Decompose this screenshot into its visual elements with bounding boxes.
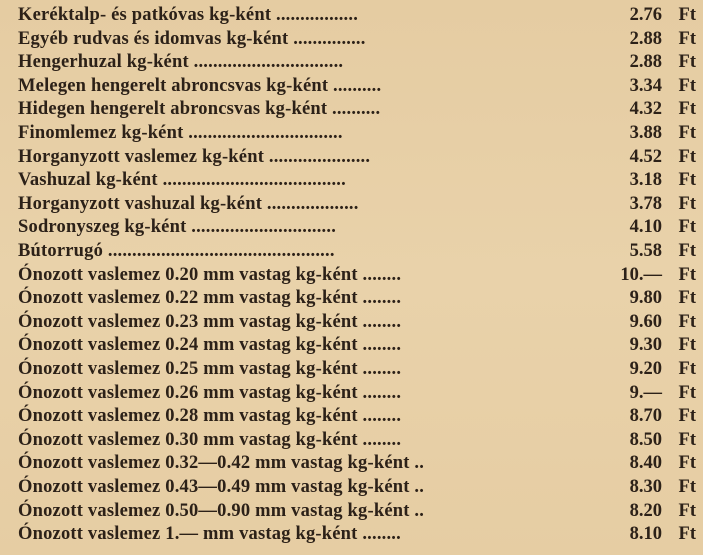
- item-label: Hidegen hengerelt abroncsvas kg-ként ..........: [18, 99, 381, 120]
- item-price: 10.—: [620, 264, 662, 285]
- price-unit: Ft: [678, 99, 696, 120]
- item-label: Horganyzott vaslemez kg-ként .....................: [18, 146, 371, 167]
- price-row: [18, 429, 698, 452]
- price-unit: Ft: [678, 429, 696, 450]
- item-price: 9.60: [629, 311, 662, 332]
- price-row: [18, 334, 698, 357]
- item-label: Vashuzal kg-ként ......................................: [18, 170, 346, 191]
- item-price: 4.32: [629, 99, 662, 120]
- price-row: [18, 240, 698, 263]
- item-price: 9.80: [629, 288, 662, 309]
- item-label: Ónozott vaslemez 0.25 mm vastag kg-ként ........: [18, 359, 402, 379]
- price-row: [18, 452, 698, 475]
- item-price: 3.78: [629, 193, 662, 214]
- price-unit: Ft: [678, 500, 696, 521]
- item-price: 4.10: [629, 217, 662, 238]
- item-label: Ónozott vaslemez 1.— mm vastag kg-ként ........: [18, 524, 401, 545]
- price-unit: Ft: [678, 359, 696, 379]
- price-row: [18, 382, 698, 405]
- item-price: 3.88: [629, 123, 662, 143]
- price-unit: Ft: [678, 5, 696, 25]
- item-label: Melegen hengerelt abroncsvas kg-ként ..........: [18, 75, 382, 96]
- price-unit: Ft: [678, 193, 696, 214]
- item-price: 8.70: [629, 406, 662, 427]
- item-price: 2.88: [629, 52, 662, 73]
- item-price: 3.34: [629, 75, 662, 96]
- price-unit: Ft: [678, 241, 696, 261]
- item-label: Ónozott vaslemez 0.26 mm vastag kg-ként ........: [18, 382, 402, 403]
- price-unit: Ft: [678, 311, 696, 332]
- item-label: Hengerhuzal kg-ként ...............................: [18, 52, 344, 73]
- price-row: [18, 75, 698, 98]
- item-label: Keréktalp- és patkóvas kg-ként .................: [18, 5, 359, 25]
- price-unit: Ft: [678, 75, 696, 96]
- price-row: [18, 51, 698, 74]
- price-row: [18, 405, 698, 428]
- item-price: 8.50: [629, 429, 662, 450]
- price-unit: Ft: [678, 288, 696, 309]
- price-unit: Ft: [678, 524, 696, 545]
- price-row: [18, 122, 698, 145]
- price-row: [18, 28, 698, 51]
- item-label: Ónozott vaslemez 0.43—0.49 mm vastag kg-ként ..: [18, 477, 425, 497]
- price-unit: Ft: [678, 52, 696, 73]
- item-label: Sodronyszeg kg-ként ..............................: [18, 217, 337, 238]
- price-unit: Ft: [678, 28, 696, 49]
- item-label: Finomlemez kg-ként ................................: [18, 123, 343, 143]
- item-price: 4.52: [629, 146, 662, 167]
- item-label: Ónozott vaslemez 0.23 mm vastag kg-ként ........: [18, 311, 402, 332]
- price-row: [18, 523, 698, 546]
- price-row: [18, 169, 698, 192]
- price-unit: Ft: [678, 335, 696, 356]
- item-label: Bútorrugó ...............................................: [18, 241, 335, 261]
- item-label: Ónozott vaslemez 0.22 mm vastag kg-ként ........: [18, 288, 402, 309]
- item-label: Egyéb rudvas és idomvas kg-ként ...............: [18, 28, 366, 49]
- price-unit: Ft: [678, 406, 696, 427]
- price-row: [18, 476, 698, 499]
- item-price: 9.—: [629, 382, 662, 403]
- item-price: 2.88: [629, 28, 662, 49]
- price-row: [18, 4, 698, 27]
- price-unit: Ft: [678, 123, 696, 143]
- item-label: Ónozott vaslemez 0.20 mm vastag kg-ként ........: [18, 264, 402, 285]
- item-label: Ónozott vaslemez 0.32—0.42 mm vastag kg-ként ..: [18, 453, 425, 474]
- item-price: 9.30: [629, 335, 662, 356]
- item-label: Ónozott vaslemez 0.28 mm vastag kg-ként ........: [18, 406, 402, 427]
- item-price: 3.18: [629, 170, 662, 191]
- item-price: 8.10: [629, 524, 662, 545]
- price-unit: Ft: [678, 264, 696, 285]
- price-unit: Ft: [678, 217, 696, 238]
- price-row: [18, 193, 698, 216]
- price-unit: Ft: [678, 382, 696, 403]
- price-unit: Ft: [678, 170, 696, 191]
- item-price: 8.30: [629, 477, 662, 497]
- item-label: Horganyzott vashuzal kg-ként ...................: [18, 193, 359, 214]
- item-price: 5.58: [629, 241, 662, 261]
- item-label: Ónozott vaslemez 0.50—0.90 mm vastag kg-ként ..: [18, 500, 425, 521]
- item-label: Ónozott vaslemez 0.30 mm vastag kg-ként ........: [18, 429, 402, 450]
- item-price: 8.40: [629, 453, 662, 474]
- price-unit: Ft: [678, 477, 696, 497]
- price-unit: Ft: [678, 453, 696, 474]
- item-price: 9.20: [629, 359, 662, 379]
- price-row: [18, 287, 698, 310]
- price-row: [18, 500, 698, 523]
- price-unit: Ft: [678, 146, 696, 167]
- item-price: 8.20: [629, 500, 662, 521]
- price-row: [18, 358, 698, 381]
- price-row: [18, 146, 698, 169]
- price-row: [18, 264, 698, 287]
- price-row: [18, 311, 698, 334]
- price-row: [18, 98, 698, 121]
- item-price: 2.76: [629, 5, 662, 25]
- item-label: Ónozott vaslemez 0.24 mm vastag kg-ként ........: [18, 335, 402, 356]
- price-row: [18, 216, 698, 239]
